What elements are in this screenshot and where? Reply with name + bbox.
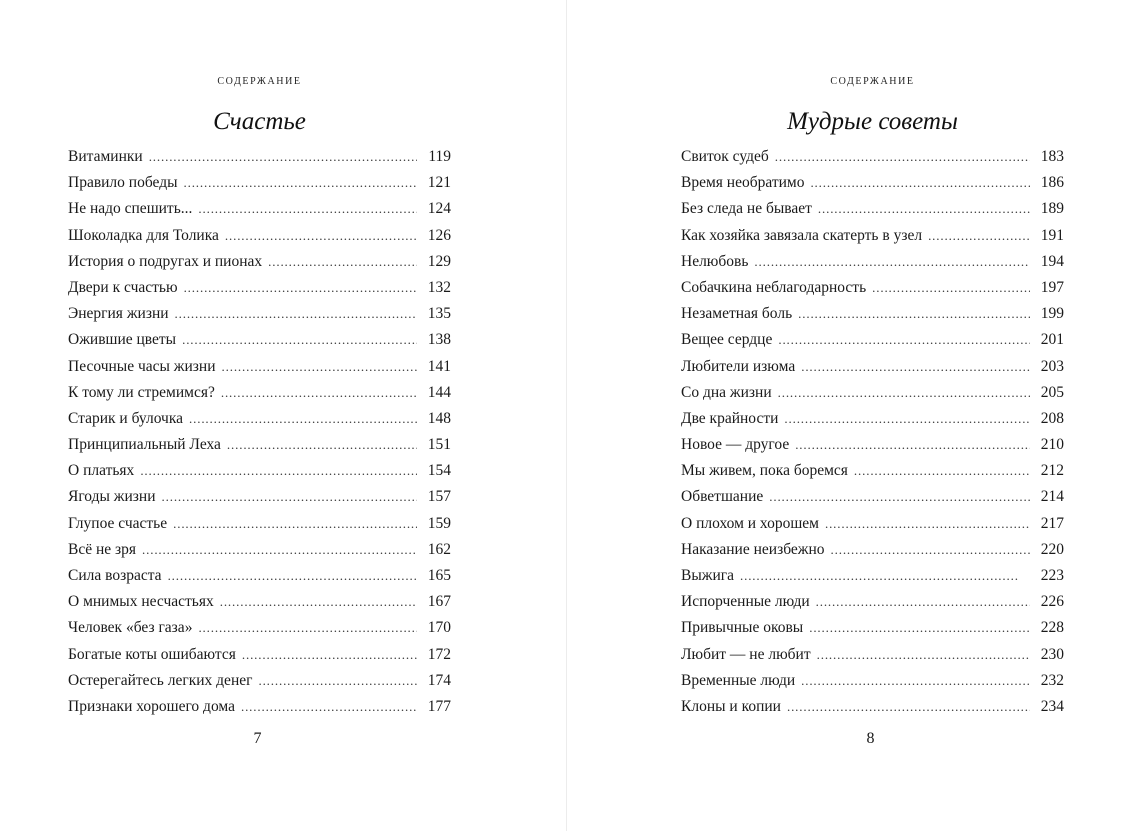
toc-entry-title: Привычные оковы [681, 619, 804, 637]
toc-entry-title: Две крайности [681, 409, 779, 427]
toc-entry-page-number: 197 [1040, 278, 1064, 296]
toc-entry-page-number: 124 [427, 200, 451, 218]
toc-entry [68, 380, 451, 406]
toc-entry [681, 144, 1064, 170]
dot-leader [817, 642, 1030, 668]
toc-entry-page-number: 121 [427, 174, 451, 192]
toc-entry-title: К тому ли стремимся? [68, 383, 215, 401]
toc-entry [681, 615, 1064, 641]
dot-leader [140, 458, 417, 484]
toc-entry [681, 196, 1064, 222]
toc-entry-page-number: 232 [1040, 671, 1064, 689]
toc-entry-page-number: 208 [1040, 409, 1064, 427]
dot-leader [798, 301, 1030, 327]
toc-entry-title: Мы живем, пока боремся [681, 462, 848, 480]
left-page [68, 0, 451, 831]
toc-entry-title: Нелюбовь [681, 252, 749, 270]
toc-entry [68, 170, 451, 196]
toc-entry-page-number: 126 [427, 226, 451, 244]
toc-entry-title: Любит — не любит [681, 645, 811, 663]
dot-leader [787, 694, 1030, 720]
toc-entry [68, 694, 451, 720]
toc-entry-title: О мнимых несчастьях [68, 593, 214, 611]
toc-entry-page-number: 226 [1040, 593, 1064, 611]
toc-entry-page-number: 132 [427, 278, 451, 296]
toc-entry-page-number: 162 [427, 540, 451, 558]
toc-entry [68, 563, 451, 589]
dot-leader [198, 615, 417, 641]
toc-entry [681, 484, 1064, 510]
toc-entry-title: Новое — другое [681, 436, 790, 454]
dot-leader [168, 563, 417, 589]
toc-entry-page-number: 135 [427, 305, 451, 323]
toc-entry-title: Двери к счастью [68, 278, 178, 296]
toc-entry-title: Собачкина неблагодарность [681, 278, 867, 296]
toc-entry-title: Свиток судеб [681, 148, 769, 165]
toc-entry [68, 537, 451, 563]
toc-entry-title: Энергия жизни [68, 305, 169, 323]
dot-leader [182, 327, 417, 353]
dot-leader [162, 484, 417, 510]
toc-entry [681, 694, 1064, 720]
toc-entry-page-number: 210 [1040, 436, 1064, 454]
toc-entry-page-number: 186 [1040, 174, 1064, 192]
toc-entry-page-number: 138 [427, 331, 451, 349]
toc-entry-title: Всё не зря [68, 540, 137, 558]
toc-entry-page-number: 212 [1040, 462, 1064, 480]
toc-entry [68, 668, 451, 694]
dot-leader [801, 668, 1030, 694]
toc-entry-page-number: 141 [427, 357, 451, 375]
section-title: Мудрые советы [787, 108, 958, 135]
dot-leader [872, 275, 1030, 301]
toc-entry-title: Любители изюма [681, 357, 796, 375]
toc-entry-title: Богатые коты ошибаются [68, 645, 236, 663]
toc-entry-title: Остерегайтесь легких денег [68, 671, 253, 689]
dot-leader [810, 170, 1030, 196]
toc-entry-title: Время необратимо [681, 174, 805, 192]
dot-leader [149, 144, 417, 170]
toc-entry-title: Без следа не бывает [681, 200, 812, 218]
toc-entry-title: Наказание неизбежно [681, 540, 825, 558]
toc-entry-title: Правило победы [68, 174, 178, 192]
dot-leader [818, 196, 1030, 222]
toc-entry-page-number: 234 [1040, 697, 1064, 715]
running-head: содержание [830, 73, 915, 88]
dot-leader [142, 537, 417, 563]
toc-entry [68, 642, 451, 668]
toc-entry-page-number: 199 [1040, 305, 1064, 323]
page-number: 8 [866, 730, 875, 747]
toc-entry [681, 223, 1064, 249]
dot-leader [227, 432, 417, 458]
toc-entry [68, 275, 451, 301]
toc-entry-title: Незаметная боль [681, 305, 793, 323]
toc-entry-page-number: 159 [427, 514, 451, 532]
toc-entry-title: Ягоды жизни [68, 488, 156, 506]
toc-entry-page-number: 177 [427, 697, 451, 715]
toc-entry-page-number: 230 [1040, 645, 1064, 663]
toc-entry-page-number: 119 [428, 148, 451, 165]
toc-entry-title: История о подругах и пионах [68, 252, 263, 270]
toc-entry-page-number: 170 [427, 619, 451, 637]
toc-entry-page-number: 157 [427, 488, 451, 506]
dot-leader [184, 170, 418, 196]
toc-entry [681, 170, 1064, 196]
dot-leader [825, 511, 1030, 537]
dot-leader [222, 354, 417, 380]
dot-leader [740, 563, 1030, 589]
toc-entry [681, 301, 1064, 327]
toc-entry-page-number: 191 [1040, 226, 1064, 244]
toc-entry-page-number: 217 [1040, 514, 1064, 532]
toc-entry [681, 563, 1064, 589]
dot-leader [809, 615, 1030, 641]
section-title: Счастье [213, 108, 306, 135]
page-number: 7 [253, 730, 262, 747]
toc-entry-title: О платьях [68, 462, 135, 480]
toc-entry [68, 196, 451, 222]
toc-entry [681, 275, 1064, 301]
toc-entry [68, 589, 451, 615]
toc-entry-title: Старик и булочка [68, 409, 184, 427]
toc-entry [68, 327, 451, 353]
dot-leader [241, 694, 417, 720]
dot-leader [801, 354, 1030, 380]
toc-entry-title: Витаминки [68, 148, 143, 165]
toc-entry-page-number: 172 [427, 645, 451, 663]
toc-entry-page-number: 201 [1040, 331, 1064, 349]
dot-leader [225, 223, 417, 249]
toc-entry-page-number: 223 [1040, 567, 1064, 584]
toc-entry-page-number: 154 [427, 462, 451, 480]
toc-entry-page-number: 151 [427, 436, 451, 454]
toc-entry-page-number: 189 [1040, 200, 1064, 218]
dot-leader [784, 406, 1030, 432]
toc-entry-title: Глупое счастье [68, 514, 168, 532]
toc-entry-page-number: 174 [427, 671, 451, 689]
toc-entry-page-number: 167 [427, 593, 451, 611]
dot-leader [258, 668, 417, 694]
toc-entry-page-number: 203 [1040, 357, 1064, 375]
toc-entry-page-number: 183 [1040, 148, 1064, 165]
dot-leader [769, 484, 1030, 510]
toc-entry-title: Со дна жизни [681, 383, 772, 401]
book-gutter [566, 0, 567, 831]
toc-entry-title: Испорченные люди [681, 593, 810, 611]
toc-entry [68, 406, 451, 432]
dot-leader [778, 380, 1030, 406]
toc-entry-page-number: 214 [1040, 488, 1064, 506]
toc-entry [68, 458, 451, 484]
dot-leader [928, 223, 1030, 249]
dot-leader [268, 249, 417, 275]
toc-entry-title: Выжига [681, 567, 734, 584]
toc-entry [681, 458, 1064, 484]
toc-entry-title: Принципиальный Леха [68, 436, 221, 454]
toc-entry-title: Ожившие цветы [68, 331, 177, 349]
toc-entry [681, 537, 1064, 563]
toc-entry [681, 249, 1064, 275]
toc-entry-title: Как хозяйка завязала скатерть в узел [681, 226, 923, 244]
toc-entry [68, 144, 451, 170]
toc-entry [68, 615, 451, 641]
dot-leader [184, 275, 417, 301]
dot-leader [754, 249, 1030, 275]
dot-leader [242, 642, 417, 668]
right-page [681, 0, 1064, 831]
dot-leader [831, 537, 1030, 563]
toc-entry [681, 589, 1064, 615]
dot-leader [854, 458, 1030, 484]
toc-entry-page-number: 205 [1040, 383, 1064, 401]
toc-entry [681, 380, 1064, 406]
dot-leader [198, 196, 417, 222]
toc-entry [68, 354, 451, 380]
toc-entry [681, 668, 1064, 694]
toc-entry-page-number: 228 [1040, 619, 1064, 637]
toc-entry-title: Сила возраста [68, 567, 162, 584]
toc-entry [68, 484, 451, 510]
toc-entry-title: Человек «без газа» [68, 619, 193, 637]
toc-entry-title: Песочные часы жизни [68, 357, 216, 375]
toc-entry [681, 511, 1064, 537]
dot-leader [189, 406, 417, 432]
toc-entry-title: Клоны и копии [681, 697, 781, 715]
toc-entry [681, 327, 1064, 353]
toc-entry [681, 642, 1064, 668]
toc-entry-page-number: 129 [427, 252, 451, 270]
dot-leader [220, 589, 417, 615]
dot-leader [775, 144, 1030, 170]
toc-entry [681, 406, 1064, 432]
toc-entry [681, 354, 1064, 380]
toc-entry-title: Обветшание [681, 488, 764, 506]
toc-entry-page-number: 144 [427, 383, 451, 401]
dot-leader [816, 589, 1030, 615]
toc-entry-title: Вещее сердце [681, 331, 773, 349]
table-of-contents [68, 144, 451, 720]
toc-entry-title: Временные люди [681, 671, 796, 689]
toc-entry-title: Признаки хорошего дома [68, 697, 235, 715]
toc-entry [68, 249, 451, 275]
toc-entry [68, 301, 451, 327]
toc-entry-page-number: 148 [427, 409, 451, 427]
toc-entry [68, 511, 451, 537]
dot-leader [175, 301, 417, 327]
toc-entry-title: Шоколадка для Толика [68, 226, 219, 244]
toc-entry-page-number: 194 [1040, 252, 1064, 270]
table-of-contents [681, 144, 1064, 720]
toc-entry-title: Не надо спешить... [68, 200, 193, 218]
toc-entry [68, 223, 451, 249]
dot-leader [795, 432, 1030, 458]
dot-leader [778, 327, 1030, 353]
toc-entry [68, 432, 451, 458]
dot-leader [173, 511, 417, 537]
toc-entry [681, 432, 1064, 458]
running-head: содержание [217, 73, 302, 88]
dot-leader [221, 380, 417, 406]
toc-entry-title: О плохом и хорошем [681, 514, 819, 532]
toc-entry-page-number: 220 [1040, 540, 1064, 558]
toc-entry-page-number: 165 [427, 567, 451, 584]
